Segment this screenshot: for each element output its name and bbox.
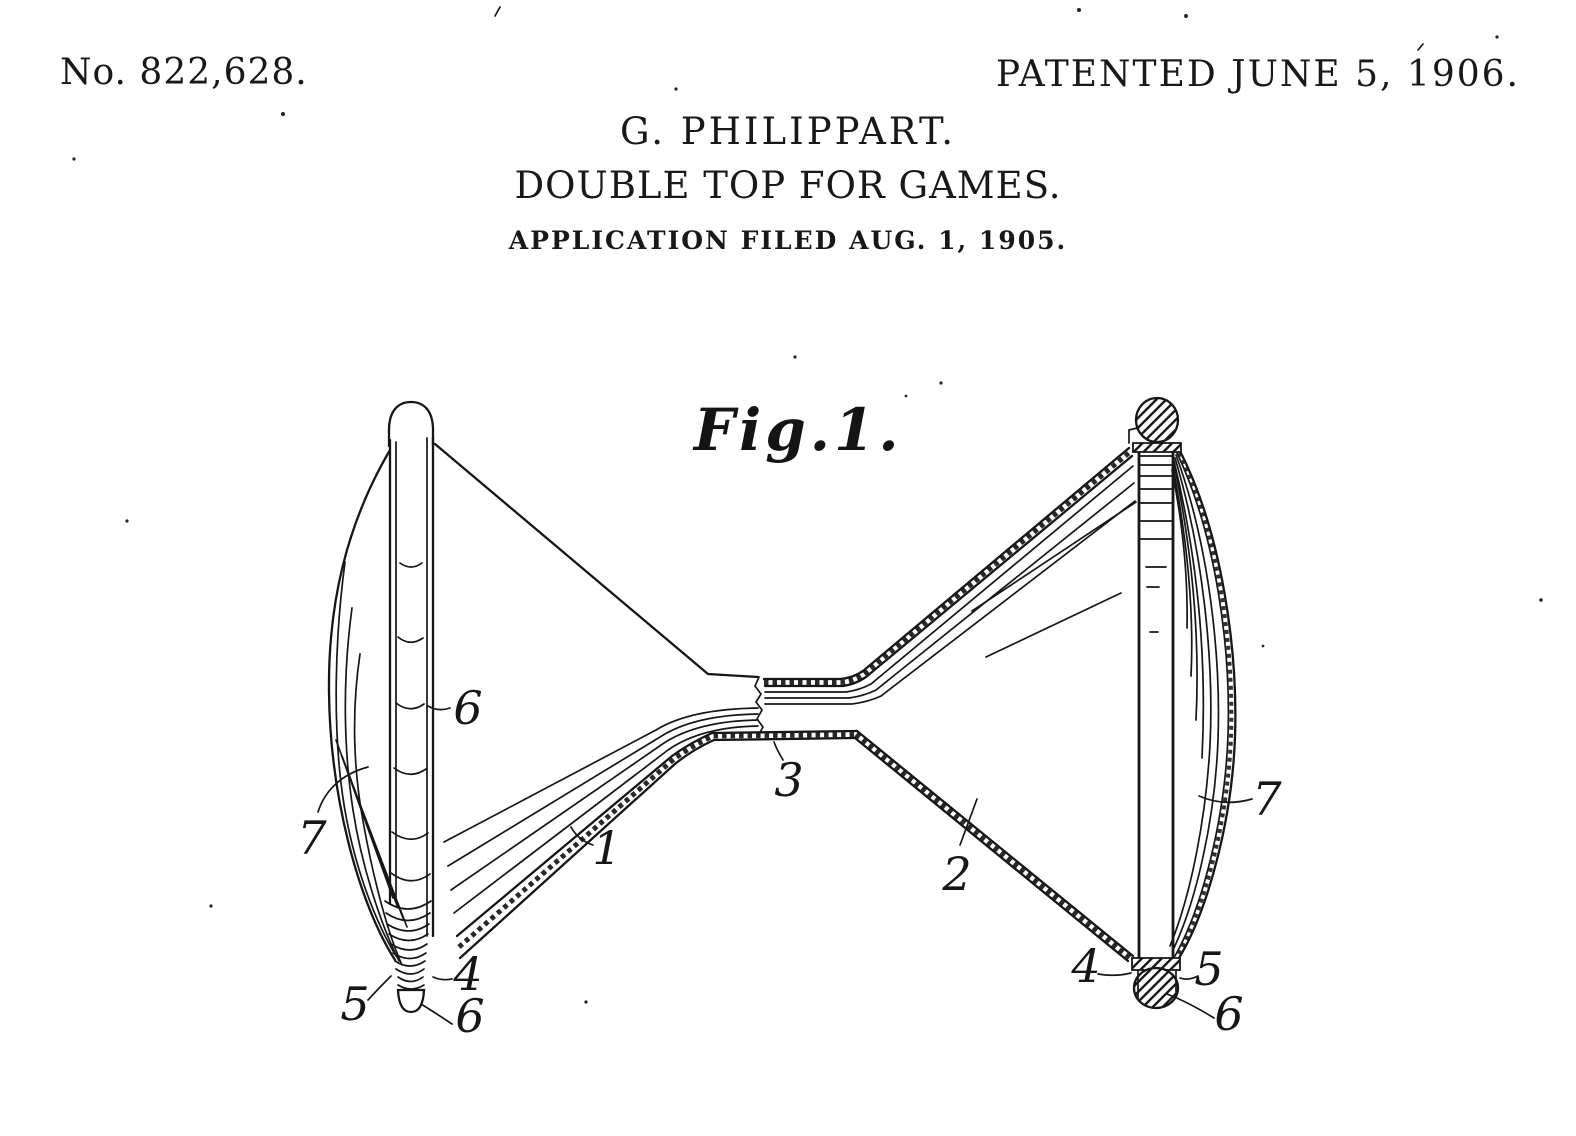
right-cone-inner-line-1	[972, 502, 1136, 611]
ref-numeral-7-right: 7	[1252, 772, 1282, 826]
axle-line-2	[765, 483, 1134, 698]
ref-numeral-6-left-tip: 6	[455, 989, 485, 1043]
left-disk-outer-arc	[329, 450, 395, 960]
right-top-collar	[1133, 443, 1181, 452]
leader-5-left	[368, 976, 391, 1000]
figure-label: Fig.1.	[694, 396, 903, 464]
leader-6-left-rim	[428, 706, 450, 710]
leader-6-right	[1167, 994, 1214, 1018]
scan-specks	[72, 7, 1542, 1004]
ref-numeral-3: 3	[774, 753, 804, 807]
right-cone-lower-band-bottom	[855, 738, 1128, 961]
axle-upper-band-top	[764, 448, 1129, 679]
right-cone-inner-line-2	[986, 593, 1121, 657]
ref-numeral-2: 2	[942, 847, 972, 901]
leader-4-right	[1098, 973, 1131, 975]
axle-upper-band-hatch	[764, 452, 1130, 683]
ref-numeral-4-right: 4	[1071, 939, 1101, 993]
ref-numeral-4-left: 4	[453, 947, 483, 1001]
invention-title: DOUBLE TOP FOR GAMES.	[514, 164, 1062, 207]
axle	[755, 448, 1135, 734]
ref-numeral-6-right: 6	[1214, 987, 1244, 1041]
leader-4-left	[433, 977, 452, 980]
patent-number: No. 822,628.	[60, 52, 308, 93]
left-tip-ribs	[385, 901, 431, 989]
left-disk-inner-arc-1	[336, 562, 396, 956]
ref-numeral-1: 1	[592, 821, 622, 875]
leader-6-left-tip	[421, 1004, 452, 1024]
application-filed-line: APPLICATION FILED AUG. 1, 1905.	[508, 226, 1068, 255]
inventor-name: G. PHILIPPART.	[619, 110, 957, 153]
right-top-collar-step	[1129, 428, 1137, 443]
ref-numeral-7-left: 7	[297, 811, 327, 865]
left-top-assembly	[329, 402, 857, 1012]
patent-date: PATENTED JUNE 5, 1906.	[995, 54, 1520, 95]
right-cone-lower-band-top	[857, 731, 1133, 956]
left-cone-upper-edge	[435, 444, 758, 677]
ref-numeral-5-right: 5	[1194, 942, 1224, 996]
ref-numeral-6-rim: 6	[453, 681, 483, 735]
right-cone-lower-band-hatch	[856, 735, 1130, 959]
left-tip-knob	[398, 990, 424, 1012]
right-top-assembly	[855, 398, 1235, 1008]
ref-numeral-5-left: 5	[340, 977, 370, 1031]
left-cone-shell-lines	[444, 708, 857, 958]
right-top-knob	[1136, 398, 1178, 442]
right-rim-rungs	[1140, 456, 1172, 632]
right-bottom-knob	[1134, 968, 1178, 1008]
